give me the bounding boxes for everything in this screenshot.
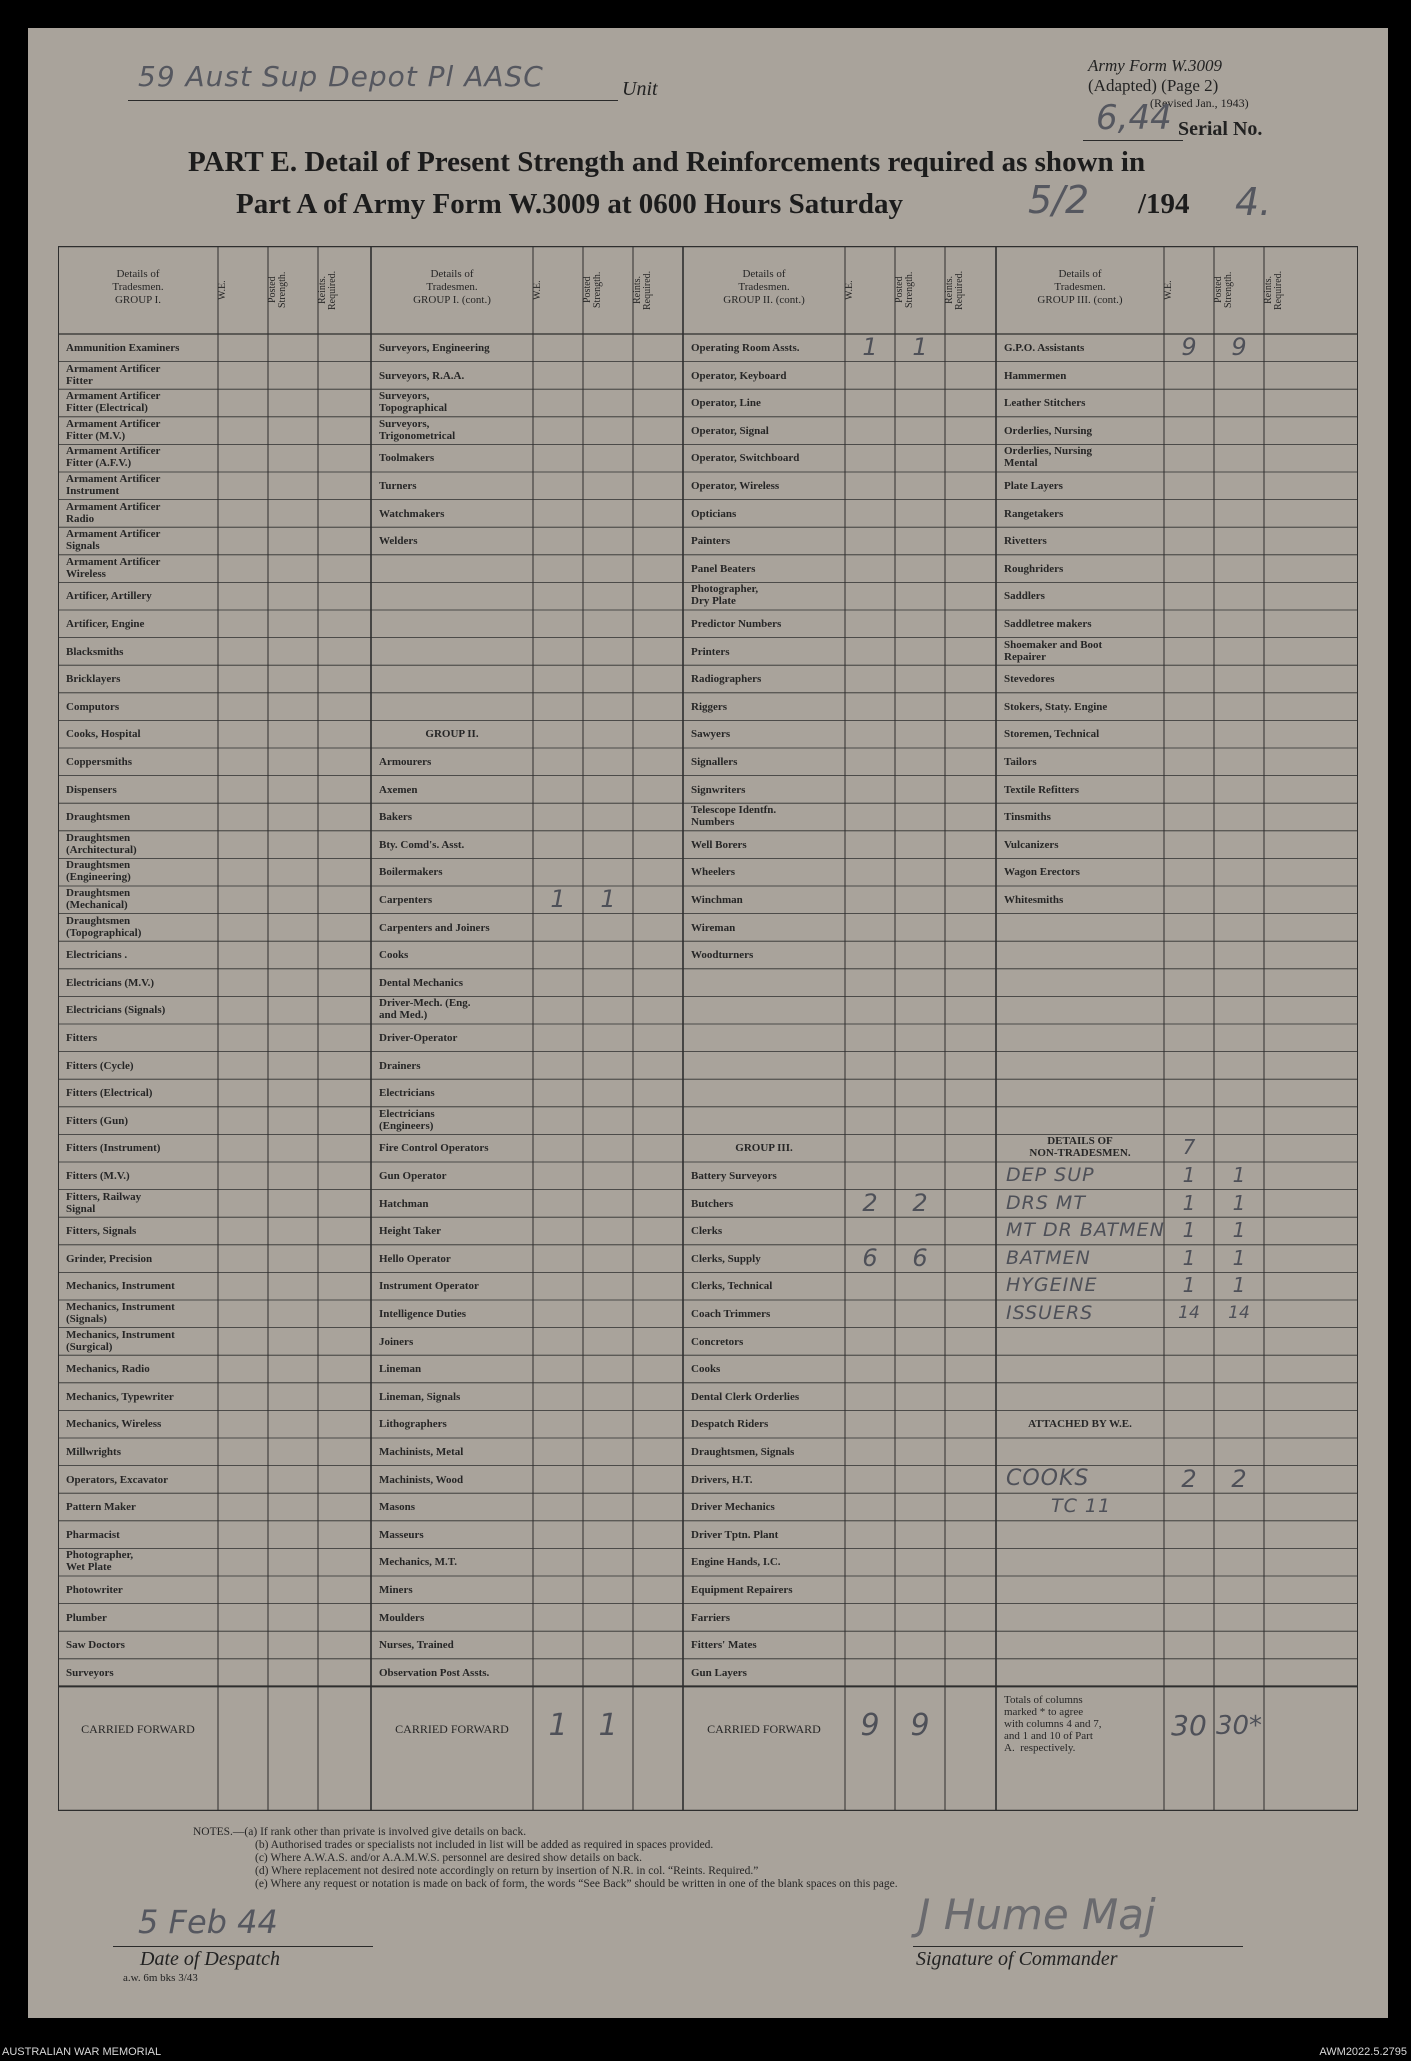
trade-label: Despatch Riders (691, 1418, 769, 1431)
trade-label: Clerks, Technical (691, 1280, 773, 1293)
trade-label: Coppersmiths (66, 756, 133, 768)
trade-label: Clerks (691, 1225, 723, 1238)
trade-label: Radiographers (691, 673, 762, 686)
trade-label: Armament Artificer Instrument (66, 473, 161, 497)
trade-label: Telescope Identfn. Numbers (691, 804, 777, 829)
notes-block (193, 1826, 898, 1891)
trade-label: Machinists, Wood (379, 1473, 464, 1486)
trade-label: Wireman (691, 921, 736, 934)
trade-label: Height Taker (379, 1225, 442, 1238)
non-tradesman-entry: ISSUERS (1006, 1302, 1094, 1324)
trade-label: Ammunition Examiners (66, 342, 180, 354)
handwritten-value: 9 (1181, 333, 1197, 361)
non-tradesman-entry: DRS MT (1006, 1191, 1086, 1214)
trade-label: Driver-Mech. (Eng. and Med.) (379, 997, 471, 1022)
trade-label: Leather Stitchers (1004, 397, 1086, 410)
non-tradesman-entry: MT DR BATMEN (1006, 1219, 1165, 1242)
trade-label: Tinsmiths (1004, 811, 1051, 824)
trade-label: Fitters (Gun) (66, 1114, 129, 1127)
trade-label: Moulders (379, 1611, 425, 1624)
trade-label: Draughtsmen, Signals (691, 1446, 795, 1458)
trade-label: Boilermakers (379, 866, 443, 879)
non-tradesman-entry: DEP SUP (1006, 1164, 1095, 1186)
trade-label: Opticians (691, 507, 737, 520)
trade-label: Artificer, Artillery (66, 590, 152, 603)
trade-label: Predictor Numbers (691, 618, 782, 630)
column-header-posted: Posted Strength. (894, 271, 915, 309)
strength-table (58, 246, 1358, 1811)
archive-reference: AWM2022.5.2795 (1319, 2046, 1407, 2058)
trade-label: Operator, Wireless (691, 480, 780, 492)
handwritten-value: 1 (1232, 1190, 1246, 1215)
trade-label: G.P.O. Assistants (1004, 342, 1085, 354)
trade-label: Draughtsmen (66, 811, 131, 824)
serial-handwritten: 6,44 (1096, 98, 1172, 138)
despatch-underline (113, 1946, 373, 1947)
column-header-reints: Reints. Required. (944, 270, 965, 310)
handwritten-value: 6 (862, 1243, 878, 1272)
handwritten-value: 1 (1182, 1273, 1196, 1298)
form-adapted: (Adapted) (Page 2) (1088, 76, 1219, 95)
handwritten-value: 1 (1232, 1273, 1246, 1298)
trade-label: Gun Operator (379, 1170, 447, 1182)
trade-label: Masseurs (379, 1528, 424, 1541)
column-header-we: W.E. (217, 280, 228, 300)
trade-label: Draughtsmen (Engineering) (66, 859, 131, 884)
handwritten-value: 2 (912, 1188, 928, 1217)
handwritten-value: 14 (1228, 1303, 1250, 1323)
trade-label: Operator, Switchboard (691, 452, 800, 465)
trade-label: Bakers (379, 811, 412, 824)
column-header-details: Details of Tradesmen. GROUP I. (cont.) (413, 268, 491, 306)
column-header-reints: Reints. Required. (632, 270, 653, 310)
trade-label: Mechanics, M.T. (379, 1556, 458, 1569)
note-e: (e) Where any request or notation is made on back of form, the words “See Back” should be written in one of the blank spaces on this page. (255, 1878, 898, 1890)
handwritten-value: 6 (912, 1243, 928, 1272)
trade-label: Cooks (691, 1363, 721, 1376)
trade-label: Intelligence Duties (379, 1308, 467, 1320)
handwritten-value: 1 (1182, 1245, 1196, 1270)
trade-label: Electricians (M.V.) (66, 976, 155, 989)
handwritten-value: 14 (1178, 1303, 1200, 1323)
trade-label: Stevedores (1004, 673, 1055, 686)
trade-label: Armament Artificer Fitter (M.V.) (66, 417, 161, 442)
trade-label: Well Borers (691, 838, 747, 851)
totals-note: Totals of columns marked * to agree with columns 4 and 7, and 1 and 10 of Part A. respectively. (1004, 1694, 1102, 1755)
handwritten-value: 1 (600, 885, 616, 913)
attached-entry: COOKS (1006, 1465, 1090, 1491)
page-title-line1: PART E. Detail of Present Strength and Reinforcements required as shown in (188, 146, 1146, 178)
trade-label: Panel Beaters (691, 562, 756, 575)
trade-label: Surveyors, R.A.A. (379, 369, 465, 382)
trade-label: Fitters' Mates (691, 1639, 757, 1652)
trade-label: Bricklayers (66, 673, 121, 686)
trade-label: Carpenters and Joiners (379, 921, 490, 934)
despatch-date-handwritten: 5 Feb 44 (138, 1903, 278, 1941)
trade-label: Roughriders (1004, 562, 1064, 575)
trade-label: Fitters (M.V.) (66, 1170, 130, 1182)
non-tradesman-entry: BATMEN (1006, 1246, 1091, 1269)
trade-label: Surveyors, Engineering (379, 342, 490, 354)
note-d: (d) Where replacement not desired note accordingly on return by insertion of N.R. in col. “Reints. Required.” (255, 1865, 759, 1877)
trade-label: Draughtsmen (Mechanical) (66, 887, 131, 911)
trade-label: Whitesmiths (1004, 894, 1064, 906)
trade-label: Armament Artificer Fitter (66, 362, 161, 387)
trade-label: Tailors (1004, 756, 1037, 768)
form-page (28, 28, 1388, 2018)
trade-label: Sawyers (691, 728, 731, 741)
trade-label: Driver-Operator (379, 1032, 458, 1044)
trade-label: Riggers (691, 700, 728, 713)
non-tradesman-entry: HYGEINE (1006, 1274, 1098, 1297)
column-header-details: Details of Tradesmen. GROUP III. (cont.) (1037, 268, 1123, 306)
trade-label: Joiners (379, 1335, 414, 1348)
trade-label: Equipment Repairers (691, 1584, 793, 1596)
trade-label: Welders (379, 535, 418, 548)
trade-label: Hello Operator (379, 1252, 451, 1265)
trade-label: Coach Trimmers (691, 1308, 771, 1320)
trade-label: Textile Refitters (1004, 783, 1080, 796)
trade-label: Wheelers (691, 866, 735, 879)
trade-label: Armament Artificer Radio (66, 500, 161, 525)
trade-label: Operator, Keyboard (691, 369, 787, 382)
column-header-reints: Reints. Required. (1263, 270, 1284, 310)
column-header-details: Details of Tradesmen. GROUP I. (112, 268, 164, 306)
trade-label: Artificer, Engine (66, 618, 145, 630)
despatch-label: Date of Despatch (140, 1948, 280, 1970)
trade-label: DETAILS OF NON-TRADESMEN. (1029, 1135, 1131, 1160)
trade-label: Blacksmiths (66, 645, 124, 658)
trade-label: Electricians . (66, 949, 128, 962)
trade-label: Toolmakers (379, 452, 435, 465)
trade-label: Photowriter (66, 1584, 123, 1596)
note-b: (b) Authorised trades or specialists not included in list will be added as required in spaces provided. (255, 1839, 714, 1851)
column-header-posted: Posted Strength. (1213, 271, 1234, 309)
year-printed: /194 (1138, 188, 1190, 220)
archive-credit: AUSTRALIAN WAR MEMORIAL (2, 2046, 162, 2058)
trade-label: Surveyors, Topographical (379, 390, 448, 415)
trade-label: Saddlers (1004, 590, 1045, 603)
trade-label: Hatchman (379, 1197, 429, 1210)
handwritten-value: 1 (598, 1708, 618, 1744)
carried-forward-label: CARRIED FORWARD (707, 1723, 821, 1736)
date-handwritten: 5/2 (1028, 178, 1090, 222)
trade-label: Saddletree makers (1004, 618, 1092, 630)
commander-signature: J Hume Maj (918, 1890, 1156, 1939)
year-handwritten: 4. (1235, 180, 1272, 224)
trade-label: Masons (379, 1501, 416, 1514)
trade-label: Fitters (Electrical) (66, 1087, 153, 1100)
trade-label: Saw Doctors (66, 1639, 125, 1652)
trade-label: Draughtsmen (Architectural) (66, 831, 137, 856)
trade-label: Electricians (Engineers) (379, 1107, 435, 1132)
trade-label: Woodturners (691, 949, 754, 962)
handwritten-value: 30* (1215, 1711, 1263, 1742)
trade-label: Lithographers (379, 1418, 447, 1431)
trade-label: Dental Mechanics (379, 976, 464, 989)
trade-label: Operators, Excavator (66, 1473, 169, 1486)
trade-label: Armament Artificer Fitter (A.F.V.) (66, 445, 161, 470)
trade-label: Watchmakers (379, 507, 445, 520)
trade-label: Wagon Erectors (1004, 866, 1080, 879)
signature-label: Signature of Commander (916, 1948, 1118, 1970)
note-a: NOTES.—(a) If rank other than private is involved give details on back. (193, 1826, 527, 1838)
trade-label: Dental Clerk Orderlies (691, 1390, 800, 1403)
trade-label: Surveyors, Trigonometrical (379, 417, 456, 442)
carried-forward-label: CARRIED FORWARD (395, 1723, 509, 1736)
trade-label: Stokers, Staty. Engine (1004, 700, 1108, 713)
trade-label: Butchers (691, 1197, 734, 1210)
trade-label: Signallers (691, 756, 738, 768)
trade-label: Fitters (Instrument) (66, 1142, 161, 1155)
unit-underline (128, 100, 618, 101)
trade-label: Operating Room Assts. (691, 342, 800, 354)
trade-label: Dispensers (66, 783, 117, 796)
trade-label: Winchman (691, 894, 743, 906)
trade-label: Engine Hands, I.C. (691, 1556, 781, 1569)
handwritten-value: 1 (912, 333, 928, 361)
trade-label: Signwriters (691, 783, 746, 796)
trade-label: Rivetters (1004, 535, 1047, 548)
trade-label: Observation Post Assts. (379, 1666, 490, 1679)
handwritten-value: 30 (1171, 1709, 1207, 1743)
trade-label: Lineman, Signals (379, 1390, 461, 1403)
trade-label: Vulcanizers (1004, 838, 1059, 851)
handwritten-value: 9 (1231, 333, 1247, 361)
column-header-we: W.E. (532, 280, 543, 300)
trade-label: Mechanics, Instrument (Signals) (66, 1301, 175, 1325)
trade-label: Pattern Maker (66, 1501, 136, 1514)
trade-label: Fitters (Cycle) (66, 1059, 134, 1072)
trade-label: Rangetakers (1004, 507, 1064, 520)
trade-label: Driver Tptn. Plant (691, 1528, 779, 1541)
signature-underline (913, 1946, 1243, 1947)
handwritten-value: 1 (1182, 1218, 1196, 1243)
trade-label: Mechanics, Instrument (66, 1280, 175, 1293)
handwritten-value: 2 (862, 1188, 878, 1217)
column-header-we: W.E. (1163, 280, 1174, 300)
serial-label: Serial No. (1178, 118, 1263, 140)
handwritten-value: 9 (860, 1708, 880, 1744)
trade-label: Armament Artificer Signals (66, 528, 161, 553)
trade-label: Electricians (379, 1087, 435, 1100)
column-header-posted: Posted Strength. (582, 271, 603, 309)
trade-label: Draughtsmen (Topographical) (66, 914, 142, 939)
form-number: Army Form W.3009 (1088, 56, 1222, 75)
note-c: (c) Where A.W.A.S. and/or A.A.M.W.S. personnel are desired show details on back. (255, 1852, 642, 1864)
trade-label: Pharmacist (66, 1528, 120, 1541)
trade-label: Fitters, Railway Signal (66, 1190, 142, 1215)
trade-label: Orderlies, Nursing Mental (1004, 445, 1092, 470)
trade-label: Grinder, Precision (66, 1252, 153, 1265)
trade-label: Axemen (379, 783, 418, 796)
serial-underline (1083, 140, 1183, 141)
column-header-we: W.E. (844, 280, 855, 300)
trade-label: GROUP II. (425, 728, 479, 741)
carried-forward-label: CARRIED FORWARD (81, 1723, 195, 1736)
handwritten-value: 1 (1232, 1245, 1246, 1270)
trade-label: Lineman (379, 1363, 422, 1376)
unit-label: Unit (622, 78, 658, 100)
handwritten-value: 2 (1181, 1464, 1197, 1493)
trade-label: Millwrights (66, 1446, 121, 1458)
trade-label: Instrument Operator (379, 1280, 479, 1293)
form-revised: (Revised Jan., 1943) (1150, 96, 1249, 110)
trade-label: Gun Layers (691, 1666, 747, 1679)
handwritten-value: 2 (1231, 1464, 1247, 1493)
trade-label: Surveyors (66, 1666, 114, 1679)
trade-label: Operator, Line (691, 397, 761, 410)
trade-label: Mechanics, Instrument (Surgical) (66, 1328, 175, 1353)
column-header-posted: Posted Strength. (267, 271, 288, 309)
trade-label: Fitters (66, 1032, 98, 1044)
column-header-details: Details of Tradesmen. GROUP II. (cont.) (723, 268, 805, 306)
trade-label: Machinists, Metal (379, 1446, 464, 1458)
handwritten-value: 1 (862, 333, 878, 361)
trade-label: Armament Artificer Fitter (Electrical) (66, 390, 161, 415)
trade-label: Plumber (66, 1611, 107, 1624)
trade-label: Farriers (691, 1611, 731, 1624)
handwritten-value: 9 (910, 1708, 930, 1744)
handwritten-value: 1 (1232, 1218, 1246, 1243)
trade-label: Electricians (Signals) (66, 1004, 166, 1017)
unit-handwritten: 59 Aust Sup Depot Pl AASC (138, 60, 544, 93)
trade-label: Driver Mechanics (691, 1501, 775, 1514)
handwritten-value: 1 (550, 885, 566, 913)
handwritten-value: 1 (1232, 1163, 1246, 1187)
print-code: a.w. 6m bks 3/43 (123, 1972, 198, 1984)
trade-label: Armament Artificer Wireless (66, 555, 161, 580)
trade-label: Mechanics, Typewriter (66, 1390, 174, 1403)
trade-label: GROUP III. (735, 1142, 793, 1155)
trade-label: Printers (691, 645, 730, 658)
handwritten-value: 1 (1182, 1163, 1196, 1187)
trade-label: Hammermen (1004, 369, 1067, 382)
trade-label: Computors (66, 700, 120, 713)
trade-label: Orderlies, Nursing (1004, 424, 1092, 437)
trade-label: Battery Surveyors (691, 1170, 777, 1182)
trade-label: Nurses, Trained (379, 1639, 454, 1652)
trade-label: Fire Control Operators (379, 1142, 489, 1155)
handwritten-value: 1 (1182, 1190, 1196, 1215)
attached-entry: TC 11 (1051, 1495, 1112, 1518)
column-header-reints: Reints. Required. (317, 270, 338, 310)
trade-label: Turners (379, 480, 417, 492)
trade-label: Painters (691, 535, 731, 548)
handwritten-value: 1 (548, 1708, 568, 1744)
trade-label: Concretors (691, 1335, 744, 1348)
trade-label: Armourers (379, 756, 432, 768)
trade-label: Plate Layers (1004, 480, 1063, 492)
trade-label: ATTACHED BY W.E. (1028, 1418, 1132, 1431)
trade-label: Cooks, Hospital (66, 728, 141, 741)
trade-label: Clerks, Supply (691, 1252, 761, 1265)
trade-label: Drivers, H.T. (691, 1473, 753, 1486)
trade-label: Shoemaker and Boot Repairer (1004, 638, 1103, 663)
trade-label: Carpenters (379, 894, 433, 906)
trade-label: Bty. Comd's. Asst. (379, 838, 465, 851)
handwritten-value: 7 (1182, 1135, 1196, 1160)
page-title-line2: Part A of Army Form W.3009 at 0600 Hours Saturday (236, 188, 903, 220)
trade-label: Cooks (379, 949, 409, 962)
trade-label: Operator, Signal (691, 424, 769, 437)
trade-label: Storemen, Technical (1004, 728, 1100, 741)
trade-label: Drainers (379, 1059, 421, 1072)
trade-label: Fitters, Signals (66, 1225, 137, 1238)
trade-label: Photographer, Wet Plate (66, 1549, 134, 1574)
trade-label: Mechanics, Wireless (66, 1418, 162, 1431)
trade-label: Photographer, Dry Plate (691, 583, 759, 608)
trade-label: Miners (379, 1584, 413, 1596)
trade-label: Mechanics, Radio (66, 1363, 150, 1376)
